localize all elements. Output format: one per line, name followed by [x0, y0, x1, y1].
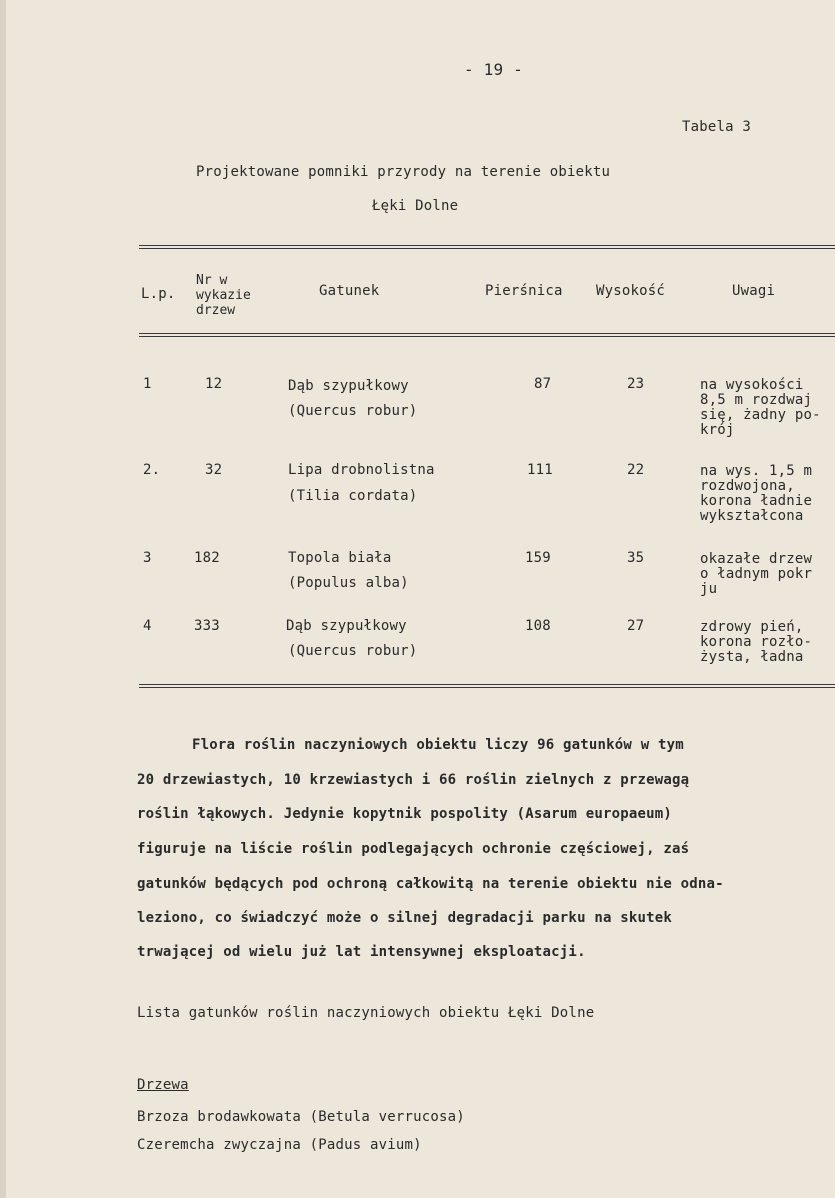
row-4-piersnica: 108	[525, 618, 551, 634]
row-3-gatunek-latin: (Populus alba)	[288, 575, 409, 591]
row-3-gatunek: Topola biała	[288, 550, 392, 566]
table-title-line-1: Projektowane pomniki przyrody na terenie obiektu	[196, 164, 611, 180]
row-3-piersnica: 159	[525, 550, 551, 566]
paragraph-line-6: leziono, co świadczyć może o silnej degradacji parku na skutek	[137, 910, 672, 926]
row-1-lp: 1	[143, 376, 152, 392]
header-wysokosc: Wysokość	[596, 283, 666, 299]
header-uwagi: Uwagi	[732, 283, 776, 299]
row-4-uwagi: zdrowy pień, korona rozło- żysta, ładna	[700, 619, 813, 665]
row-4-gatunek: Dąb szypułkowy	[286, 618, 407, 634]
row-4-lp: 4	[143, 618, 152, 634]
row-4-gatunek-latin: (Quercus robur)	[288, 643, 418, 659]
page-number: - 19 -	[464, 60, 523, 79]
paragraph-line-3: roślin łąkowych. Jedynie kopytnik pospolity (Asarum europaeum)	[137, 806, 672, 822]
species-item-2: Czeremcha zwyczajna (Padus avium)	[137, 1137, 422, 1153]
row-1-gatunek: Dąb szypułkowy	[288, 378, 409, 394]
row-2-wysokosc: 22	[627, 462, 645, 478]
header-lp: L.p.	[141, 286, 176, 302]
row-3-lp: 3	[143, 550, 152, 566]
header-gatunek: Gatunek	[319, 283, 380, 299]
row-1-uwagi: na wysokości 8,5 m rozdwaj się, żadny po- krój	[700, 377, 821, 438]
row-4-wysokosc: 27	[627, 618, 645, 634]
row-2-lp: 2.	[143, 462, 161, 478]
table-header-rule	[139, 333, 835, 337]
row-1-gatunek-latin: (Quercus robur)	[288, 403, 418, 419]
paragraph-line-1: Flora roślin naczyniowych obiektu liczy 96 gatunków w tym	[192, 737, 684, 753]
row-1-piersnica: 87	[534, 376, 552, 392]
section-heading-drzewa: Drzewa	[137, 1077, 189, 1093]
row-2-gatunek: Lipa drobnolistna	[288, 462, 435, 478]
paragraph-line-2: 20 drzewiastych, 10 krzewiastych i 66 roślin zielnych z przewagą	[137, 772, 690, 788]
paragraph-line-7: trwającej od wielu już lat intensywnej eksploatacji.	[137, 944, 586, 960]
row-2-piersnica: 111	[527, 462, 553, 478]
row-3-uwagi: okazałe drzew o ładnym pokr ju	[700, 551, 813, 597]
row-2-nr: 32	[205, 462, 223, 478]
row-2-uwagi: na wys. 1,5 m rozdwojona, korona ładnie wykształcona	[700, 463, 813, 524]
row-2-gatunek-latin: (Tilia cordata)	[288, 488, 418, 504]
row-3-wysokosc: 35	[627, 550, 645, 566]
list-title: Lista gatunków roślin naczyniowych obiektu Łęki Dolne	[137, 1005, 595, 1021]
paragraph-line-4: figuruje na liście roślin podlegających ochronie częściowej, zaś	[137, 841, 690, 857]
table-title-line-2: Łęki Dolne	[372, 198, 459, 214]
header-nr: Nr w wykazie drzew	[196, 273, 251, 318]
row-4-nr: 333	[194, 618, 220, 634]
row-3-nr: 182	[194, 550, 220, 566]
row-1-nr: 12	[205, 376, 223, 392]
row-1-wysokosc: 23	[627, 376, 645, 392]
table-top-rule	[139, 245, 835, 249]
paragraph-line-5: gatunków będących pod ochroną całkowitą na terenie obiektu nie odna-	[137, 876, 724, 892]
species-item-1: Brzoza brodawkowata (Betula verrucosa)	[137, 1109, 465, 1125]
header-piersnica: Pierśnica	[485, 283, 563, 299]
table-bottom-rule	[139, 684, 835, 688]
table-label: Tabela 3	[682, 119, 752, 135]
